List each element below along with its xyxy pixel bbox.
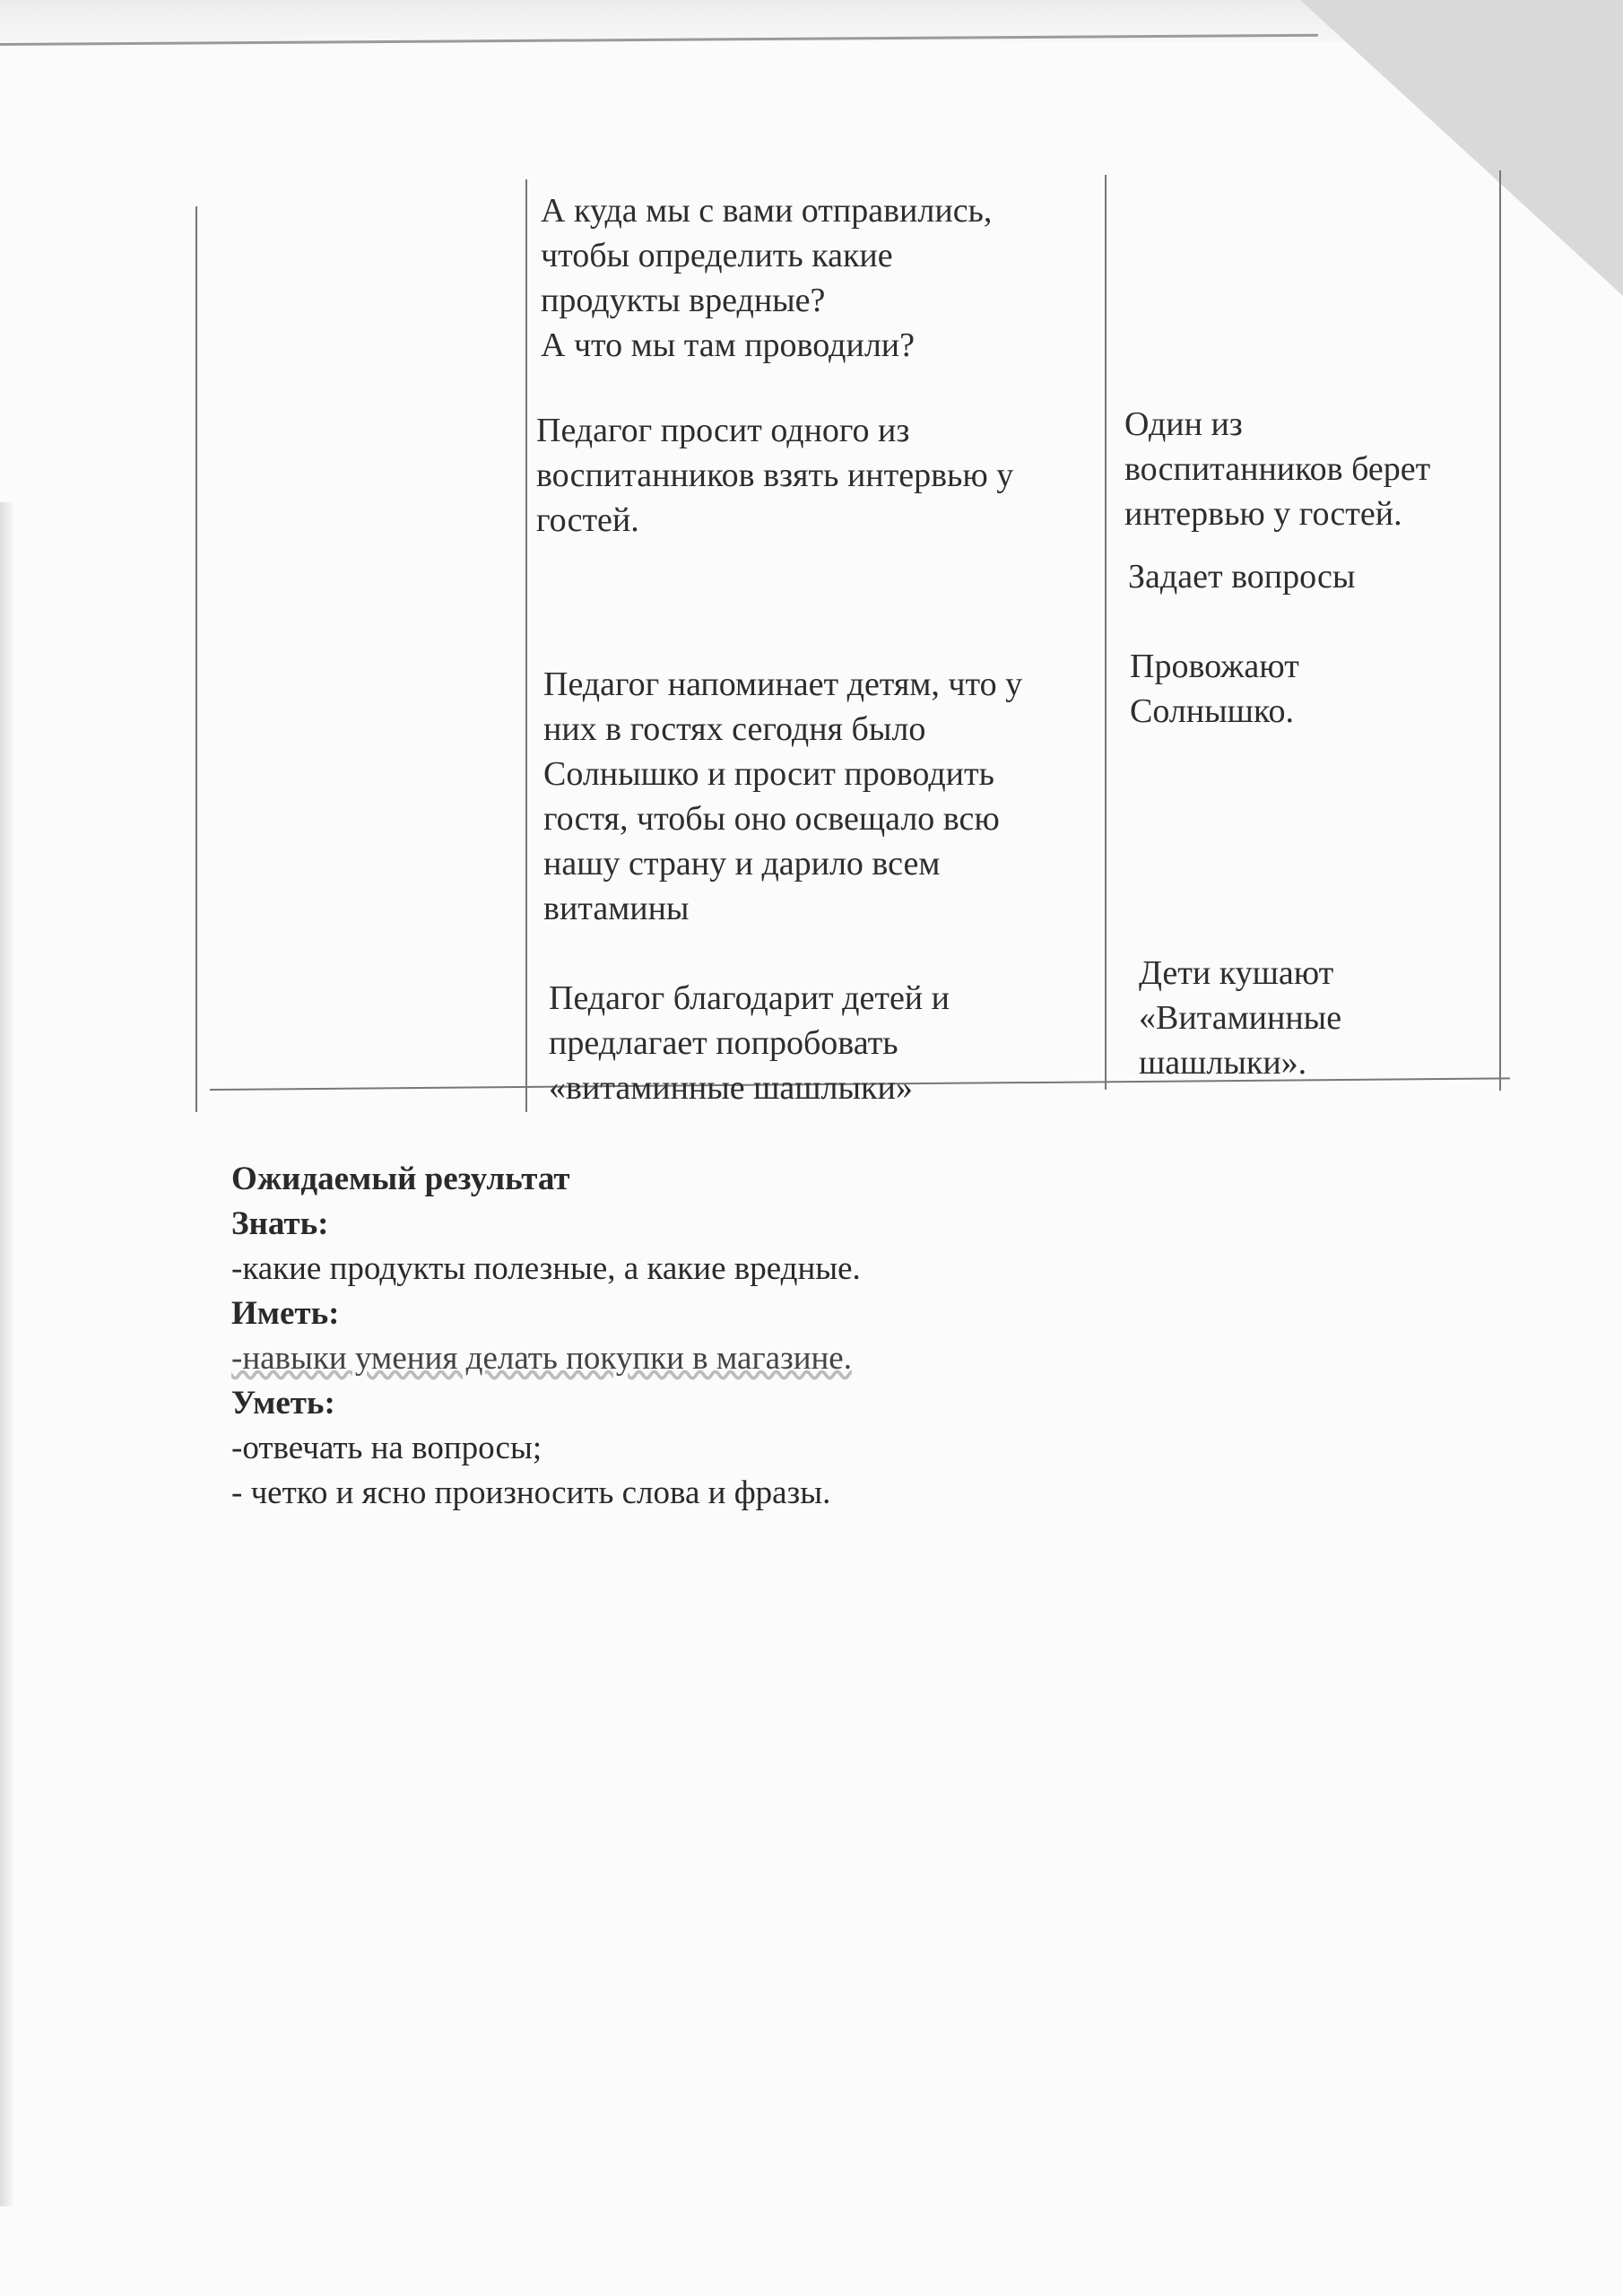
table-cell-children-row-3: Задает вопросы — [1128, 558, 1356, 596]
lesson-table — [195, 170, 1523, 1121]
table-cell-teacher-row-2: Педагог просит одного из воспитанников взять интервью у гостей. — [536, 412, 1014, 539]
table-cell-children-row-5: Дети кушают «Витаминные шашлыки». — [1139, 954, 1342, 1082]
table-cell-teacher-row-4: Педагог напоминает детям, что у них в гостях сегодня было Солнышко и просит проводить гостя, чтобы оно освещало всю нашу страну и дарило всем витамины — [543, 665, 1023, 927]
table-cell-teacher-row-5: Педагог благодарит детей и предлагает попробовать «витаминные шашлыки» — [549, 979, 950, 1107]
scan-left-edge-shadow — [0, 502, 14, 2206]
able-item-1: -отвечать на вопросы; — [231, 1430, 542, 1466]
table-cell-children-row-2: Один из воспитанников берет интервью у гостей. — [1124, 405, 1431, 533]
able-item-2: - четко и ясно произносить слова и фразы. — [231, 1474, 831, 1511]
expected-result-title: Ожидаемый результат — [231, 1161, 570, 1197]
table-left-border — [195, 206, 197, 1112]
table-right-border — [1499, 170, 1501, 1091]
table-column-divider-1 — [525, 179, 527, 1112]
have-item: -навыки умения делать покупки в магазине. — [231, 1340, 852, 1377]
know-item: -какие продукты полезные, а какие вредные. — [231, 1250, 861, 1287]
have-label: Иметь: — [231, 1295, 340, 1332]
table-column-divider-2 — [1105, 175, 1107, 1090]
able-label: Уметь: — [231, 1385, 335, 1422]
know-label: Знать: — [231, 1205, 329, 1242]
table-cell-teacher-row-1: А куда мы с вами отправились, чтобы определить какие продукты вредные? А что мы там проводили? — [541, 192, 993, 364]
table-cell-children-row-4: Провожают Солнышко. — [1130, 648, 1299, 730]
expected-result-section — [231, 1157, 1397, 1516]
